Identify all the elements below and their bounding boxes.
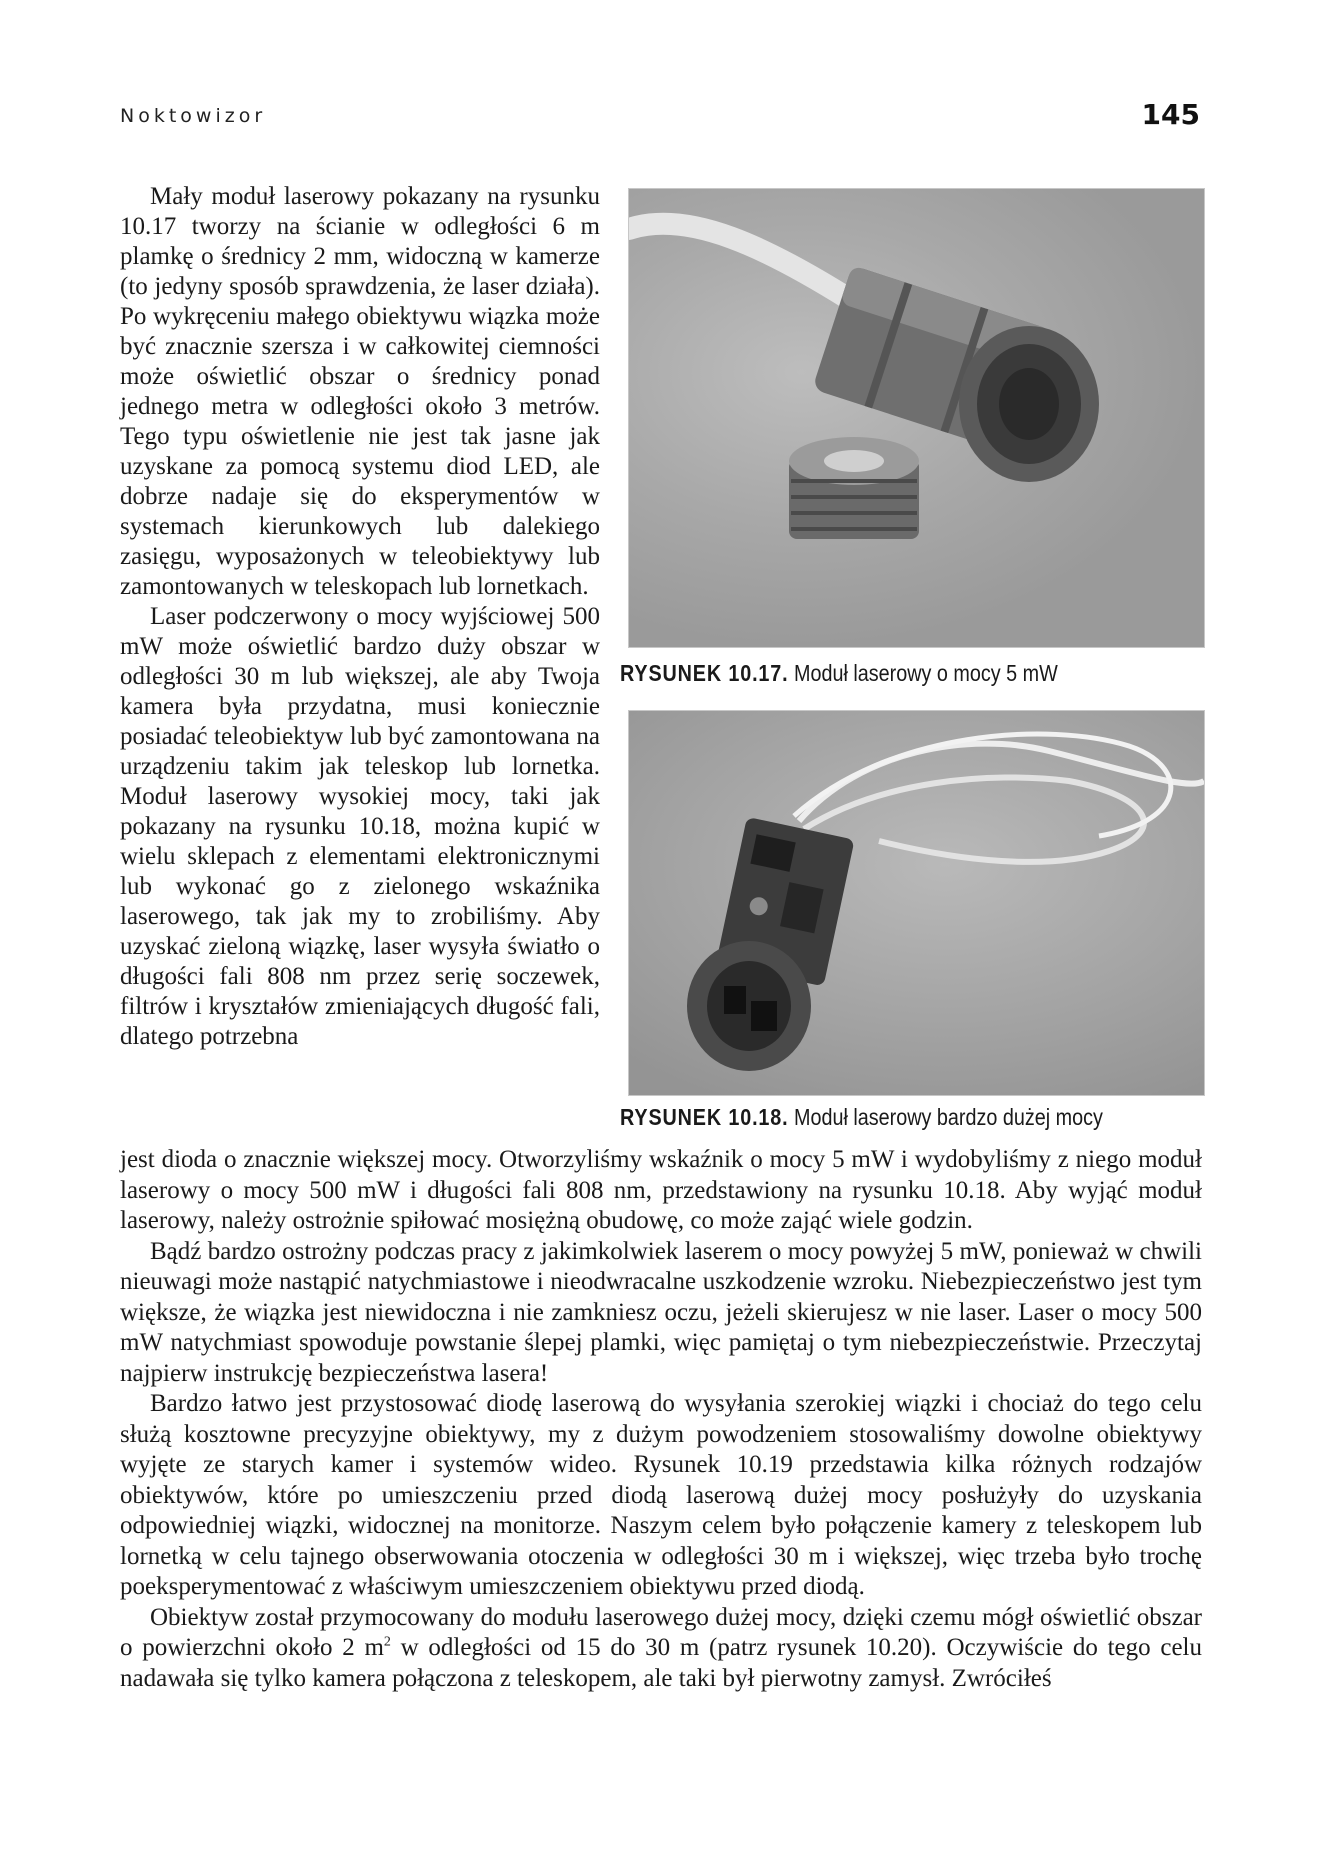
paragraph-2-start: Laser podczerwony o mocy wyjściowej 500 mW może oświetlić bardzo duży obszar w odległości 30 m lub większej, ale aby Twoja kamera była przydatna, musi koniecznie posiadać teleobiektyw lub być zamontowana na urządzeniu takim jak teleskop lub lornetka. Moduł laserowy wysokiej mocy, taki jak pokazany na rysunku 10.18, można kupić w wielu sklepach z elementami elektronicznymi lub wykonać go z zielonego wskaźnika laserowego, tak jak my to zrobiliśmy. Aby uzyskać zieloną wiązkę, laser wysyła światło o długości fali 808 nm przez serię soczewek, filtrów i kryształów zmieniających długość fali, dlatego potrzebna	[120, 603, 600, 1050]
laser-module-high-power-image	[629, 711, 1204, 1095]
paragraph-5-part-a: Obiektyw został przymocowany do modułu laserowego dużej mocy, dzięki czemu mógł oświetlić obszar o powierzchni około 2 m	[120, 1603, 1202, 1661]
figure-10-17-photo	[628, 188, 1205, 648]
figure-10-18-caption	[620, 1104, 1103, 1131]
page-number: 145	[1141, 98, 1200, 131]
paragraph-4: Bardzo łatwo jest przystosować diodę laserową do wysyłania szerokiej wiązki i chociaż do tego celu służą kosztowne precyzyjne obiektywy, my z dużym powodzeniem stosowaliśmy dowolne obiektywy wyjęte ze starych kamer i systemów wideo. Rysunek 10.19 przedstawia kilka różnych rodzajów obiektywów, które po umieszczeniu przed diodą laserową dużej mocy posłużyły do uzyskania odpowiedniej wiązki, widocznej na monitorze. Naszym celem było połączenie kamery z teleskopem lub lornetką w celu tajnego obserwowania otoczenia w odległości 30 m i większej, więc trzeba było trochę poeksperymentować z właściwym umieszczeniem obiektywu przed diodą.	[120, 1390, 1202, 1600]
figure-10-18-label: RYSUNEK 10.18.	[620, 1104, 789, 1130]
square-superscript: 2	[383, 1634, 391, 1650]
figure-10-17-label: RYSUNEK 10.17.	[620, 660, 789, 686]
running-title: Noktowizor	[120, 105, 267, 127]
figure-10-17-caption	[620, 660, 1058, 687]
narrow-text-column	[120, 182, 600, 1052]
paragraph-5-part-b: w odległości od 15 do 30 m (patrz rysunek 10.20). Oczywiście do tego celu nadawała się tylko kamera połączona z teleskopem, ale taki był pierwotny zamysł. Zwróciłeś	[120, 1634, 1202, 1692]
laser-module-5mw-image	[629, 189, 1204, 647]
figure-10-17-caption-text: Moduł laserowy o mocy 5 mW	[794, 660, 1058, 686]
figure-10-18-photo	[628, 710, 1205, 1096]
paragraph-1: Mały moduł laserowy pokazany na rysunku 10.17 tworzy na ścianie w odległości 6 m plamkę o średnicy 2 mm, widoczną w kamerze (to jedyny sposób sprawdzenia, że laser działa). Po wykręceniu małego obiektywu wiązka może być znacznie szersza i w całkowitej ciemności może oświetlić obszar o średnicy ponad jednego metra w odległości około 3 metrów. Tego typu oświetlenie nie jest tak jasne jak uzyskane za pomocą systemu diod LED, ale dobrze nadaje się do eksperymentów w systemach kierunkowych lub dalekiego zasięgu, wyposażonych w teleobiektywy lub zamontowanych w teleskopach lub lornetkach.	[120, 183, 600, 600]
full-width-text	[120, 1145, 1202, 1694]
paragraph-5	[120, 1603, 1202, 1695]
paragraph-2-continued: jest dioda o znacznie większej mocy. Otworzyliśmy wskaźnik o mocy 5 mW i wydobyliśmy z niego moduł laserowy o mocy 500 mW i długości fali 808 nm, przedstawiony na rysunku 10.18. Aby wyjąć moduł laserowy, należy ostrożnie spiłować mosiężną obudowę, co może zająć wiele godzin.	[120, 1146, 1202, 1234]
figure-10-18-caption-text: Moduł laserowy bardzo dużej mocy	[794, 1104, 1103, 1130]
paragraph-3: Bądź bardzo ostrożny podczas pracy z jakimkolwiek laserem o mocy powyżej 5 mW, ponieważ w chwili nieuwagi może nastąpić natychmiastowe i nieodwracalne uszkodzenie wzroku. Niebezpieczeństwo jest tym większe, że wiązka jest niewidoczna i nie zamkniesz oczu, jeżeli skierujesz w nie laser. Laser o mocy 500 mW natychmiast spowoduje powstanie ślepej plamki, więc pamiętaj o tym niebezpieczeństwie. Przeczytaj najpierw instrukcję bezpieczeństwa lasera!	[120, 1237, 1202, 1387]
